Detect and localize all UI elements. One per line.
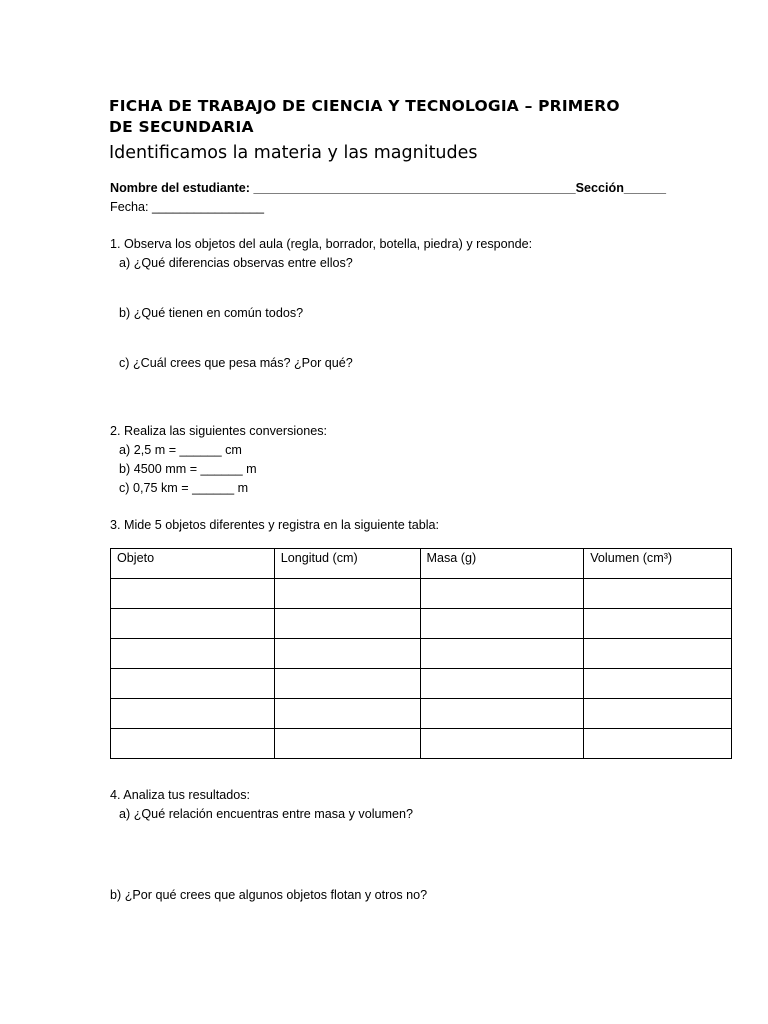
question-4a: a) ¿Qué relación encuentras entre masa y volumen? bbox=[119, 807, 414, 821]
table-header-cell bbox=[584, 549, 732, 579]
title-line-2: DE SECUNDARIA bbox=[109, 118, 254, 136]
table-header-cell bbox=[420, 549, 584, 579]
question-2a: a) 2,5 m = ______ cm bbox=[119, 443, 242, 457]
table-row bbox=[111, 699, 732, 729]
table-row bbox=[111, 729, 732, 759]
table-cell[interactable] bbox=[274, 609, 420, 639]
table-row bbox=[111, 669, 732, 699]
question-2b: b) 4500 mm = ______ m bbox=[119, 462, 257, 476]
table-cell[interactable] bbox=[584, 609, 732, 639]
measurement-table bbox=[110, 548, 732, 759]
table-cell[interactable] bbox=[274, 669, 420, 699]
header-masa: Masa (g) bbox=[426, 551, 477, 565]
table-cell[interactable] bbox=[111, 669, 275, 699]
question-2-prompt: 2. Realiza las siguientes conversiones: bbox=[110, 424, 328, 438]
table-cell[interactable] bbox=[111, 729, 275, 759]
question-1-prompt: 1. Observa los objetos del aula (regla, borrador, botella, piedra) y responde: bbox=[110, 237, 533, 251]
table-cell[interactable] bbox=[420, 639, 584, 669]
table-cell[interactable] bbox=[420, 669, 584, 699]
table-cell[interactable] bbox=[111, 609, 275, 639]
table-cell[interactable] bbox=[584, 639, 732, 669]
date-field: Fecha: ________________ bbox=[110, 200, 265, 214]
table-cell[interactable] bbox=[584, 729, 732, 759]
question-1a: a) ¿Qué diferencias observas entre ellos? bbox=[119, 256, 353, 270]
table-header-cell bbox=[274, 549, 420, 579]
table-cell[interactable] bbox=[420, 729, 584, 759]
table-cell[interactable] bbox=[420, 699, 584, 729]
table-row bbox=[111, 609, 732, 639]
table-header-row bbox=[111, 549, 732, 579]
table-cell[interactable] bbox=[584, 699, 732, 729]
title-line-1: FICHA DE TRABAJO DE CIENCIA Y TECNOLOGIA – PRIMERO bbox=[109, 97, 620, 115]
table-header-cell bbox=[111, 549, 275, 579]
student-name-field: Nombre del estudiante: ______________________________________________Sección______ bbox=[110, 181, 666, 195]
table-cell[interactable] bbox=[111, 699, 275, 729]
table-cell[interactable] bbox=[274, 639, 420, 669]
table-row bbox=[111, 639, 732, 669]
question-3-prompt: 3. Mide 5 objetos diferentes y registra en la siguiente tabla: bbox=[110, 518, 440, 532]
table-cell[interactable] bbox=[274, 579, 420, 609]
table-cell[interactable] bbox=[274, 699, 420, 729]
table-cell[interactable] bbox=[111, 639, 275, 669]
table-cell[interactable] bbox=[111, 579, 275, 609]
table-cell[interactable] bbox=[420, 579, 584, 609]
worksheet-subtitle: Identificamos la materia y las magnitudes bbox=[109, 143, 478, 163]
question-1c: c) ¿Cuál crees que pesa más? ¿Por qué? bbox=[119, 356, 353, 370]
table-row bbox=[111, 579, 732, 609]
header-longitud: Longitud (cm) bbox=[280, 551, 358, 565]
question-4b: b) ¿Por qué crees que algunos objetos flotan y otros no? bbox=[110, 888, 428, 902]
header-objeto: Objeto bbox=[117, 551, 155, 565]
table-cell[interactable] bbox=[584, 669, 732, 699]
question-4-prompt: 4. Analiza tus resultados: bbox=[110, 788, 251, 802]
table-cell[interactable] bbox=[274, 729, 420, 759]
question-1b: b) ¿Qué tienen en común todos? bbox=[119, 306, 304, 320]
worksheet-title bbox=[109, 96, 620, 138]
table-cell[interactable] bbox=[584, 579, 732, 609]
header-volumen: Volumen (cm³) bbox=[590, 551, 673, 565]
question-2c: c) 0,75 km = ______ m bbox=[119, 481, 249, 495]
table-cell[interactable] bbox=[420, 609, 584, 639]
